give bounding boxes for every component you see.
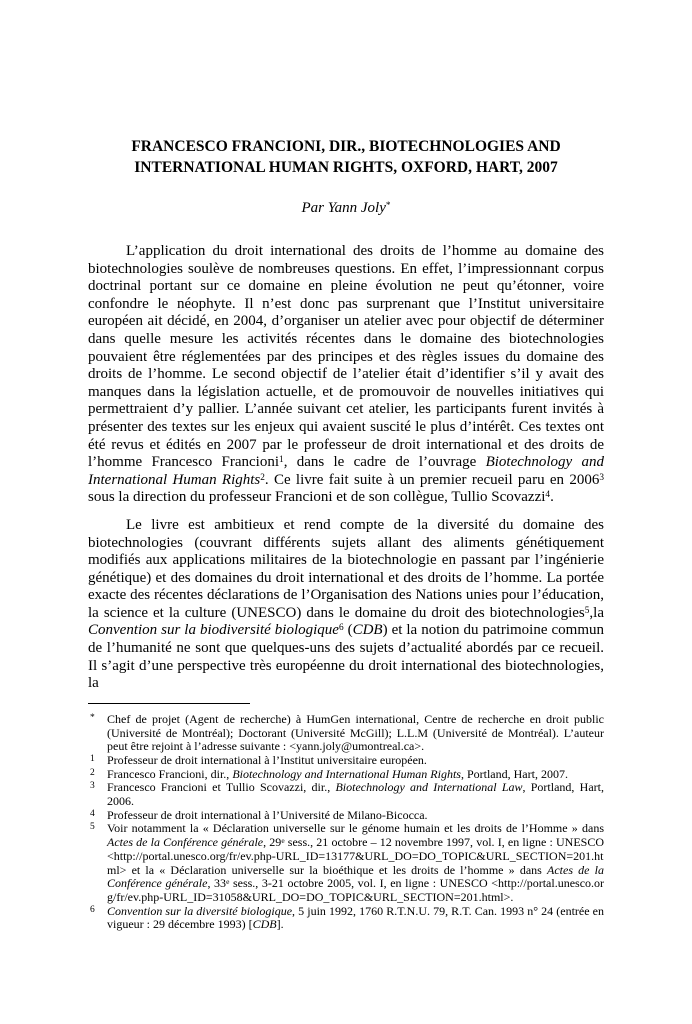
- footnote-marker: 3: [90, 781, 95, 792]
- footnote-text: Convention sur la diversité biologique, 5 juin 1992, 1760 R.T.N.U. 79, R.T. Can. 1993 n° 24 (entrée en vigueur : 29 décembre 1993) [CDB].: [107, 903, 604, 932]
- author-byline: Par Yann Joly*: [301, 200, 391, 216]
- footnote-marker: *: [90, 712, 95, 723]
- body-paragraph: L’application du droit international des droits de l’homme au domaine des biotechnologies soulève de nombreuses questions. En effet, l’impressionnant corpus doctrinal portant sur ce domaine en pleine évolution ne peut qu’étonner, voire confondre le néophyte. Il n’est donc pas surprenant que l’Institut universitaire européen ait décidé, en 2004, d’organiser un atelier avec pour objectif de déterminer dans quelle mesure les activités récentes dans le domaine des biotechnologies pouvaient être réglementées par des principes et des règles issues du domaine des droits de l’homme. Le second objectif de l’atelier était d’identifier s’il y avait des manques dans la législation actuelle, et de promouvoir de nouvelles initiatives qui permettraient d’y pallier. L’année suivant cet atelier, les participants furent invités à présenter des textes sur les enjeux qui avaient suscité le plus d’intérêt. Ces textes ont été revus et édités en 2007 par le professeur de droit international et des droits de l’homme Francesco Francioni$^1$, dans le cadre de l’ouvrage Biotechnology and International Human Rights$^2$. Ce livre fait suite à un premier recueil paru en 2006$^3$ sous la direction du professeur Francioni et de son collègue, Tullio Scovazzi$^4$.: [88, 243, 605, 506]
- footnote-item: [88, 754, 604, 768]
- document-title-line: INTERNATIONAL HUMAN RIGHTS, OXFORD, HART, 2007: [134, 159, 558, 176]
- footnote-text: Voir notamment la « Déclaration universelle sur le génome humain et les droits de l’Homme » dans Actes de la Conférence générale, 29e sess., 21 octobre – 12 novembre 1997, vol. I, en ligne : UNESCO <http://portal.unesco.org/fr/ev.php-URL_ID=13177&URL_DO=DO_TOPIC&URL_SECTION=201.html> et la « Déclaration universelle sur la bioéthique et les droits de l’homme » dans Actes de la Conférence générale, 33e sess., 3-21 octobre 2005, vol. I, en ligne : UNESCO <http://portal.unesco.org/fr/ev.php-URL_ID=31058&URL_DO=DO_TOPIC&URL_SECTION=201.html>.: [107, 821, 605, 904]
- article-body: [88, 243, 604, 693]
- footnote-marker: 2: [90, 767, 95, 778]
- footnote-item: [88, 713, 604, 754]
- footnote-item: [88, 768, 604, 782]
- body-paragraph: Le livre est ambitieux et rend compte de la diversité du domaine des biotechnologies (couvrant différents sujets allant des aliments génétiquement modifiés aux applications militaires de la biotechnologie en passant par l’ingénierie génétique) et des domaines du droit international et des droits de l’homme. La portée exacte des récentes déclarations de l’Organisation des Nations unies pour l’éducation, la science et la culture (UNESCO) dans le domaine du droit des biotechnologies$^5$,la Convention sur la biodiversité biologique$^6$ (CDB) et la notion du patrimoine commun de l’humanité ne sont que quelques-uns des sujets d’actualité abordés par ce recueil. Il s’agit d’une perspective très européenne du droit international des biotechnologies, la: [88, 516, 604, 692]
- document-title-line: FRANCESCO FRANCIONI, DIR., BIOTECHNOLOGIES AND: [131, 138, 561, 155]
- footnote-separator: [88, 703, 250, 704]
- footnote-text: Francesco Francioni et Tullio Scovazzi, dir., Biotechnology and International Law, Portland, Hart, 2006.: [107, 780, 604, 809]
- footnote-item: [88, 905, 604, 932]
- footnote-marker: 6: [90, 904, 95, 915]
- footnote-text: Francesco Francioni, dir., Biotechnology and International Human Rights, Portland, Hart, 2007.: [107, 766, 568, 781]
- footnotes: [88, 703, 604, 932]
- footnote-text: Professeur de droit international à l’Université de Milano-Bicocca.: [107, 807, 428, 822]
- footnote-item: [88, 781, 604, 808]
- footnote-item: [88, 809, 604, 823]
- footnote-marker: 5: [90, 822, 95, 833]
- footnote-text: Professeur de droit international à l’Institut universitaire européen.: [107, 752, 427, 767]
- footnote-marker: 4: [90, 808, 95, 819]
- document-title: [88, 136, 604, 178]
- footnote-item: [88, 822, 604, 904]
- footnote-marker: 1: [90, 753, 95, 764]
- footnote-text: Chef de projet (Agent de recherche) à HumGen international, Centre de recherche en droit public (Université de Montréal); Doctorant (Université McGill); L.L.M (Université de Montréal). L’auteur peut être rejoint à l’adresse suivante : <yann.joly@umontreal.ca>.: [107, 711, 604, 754]
